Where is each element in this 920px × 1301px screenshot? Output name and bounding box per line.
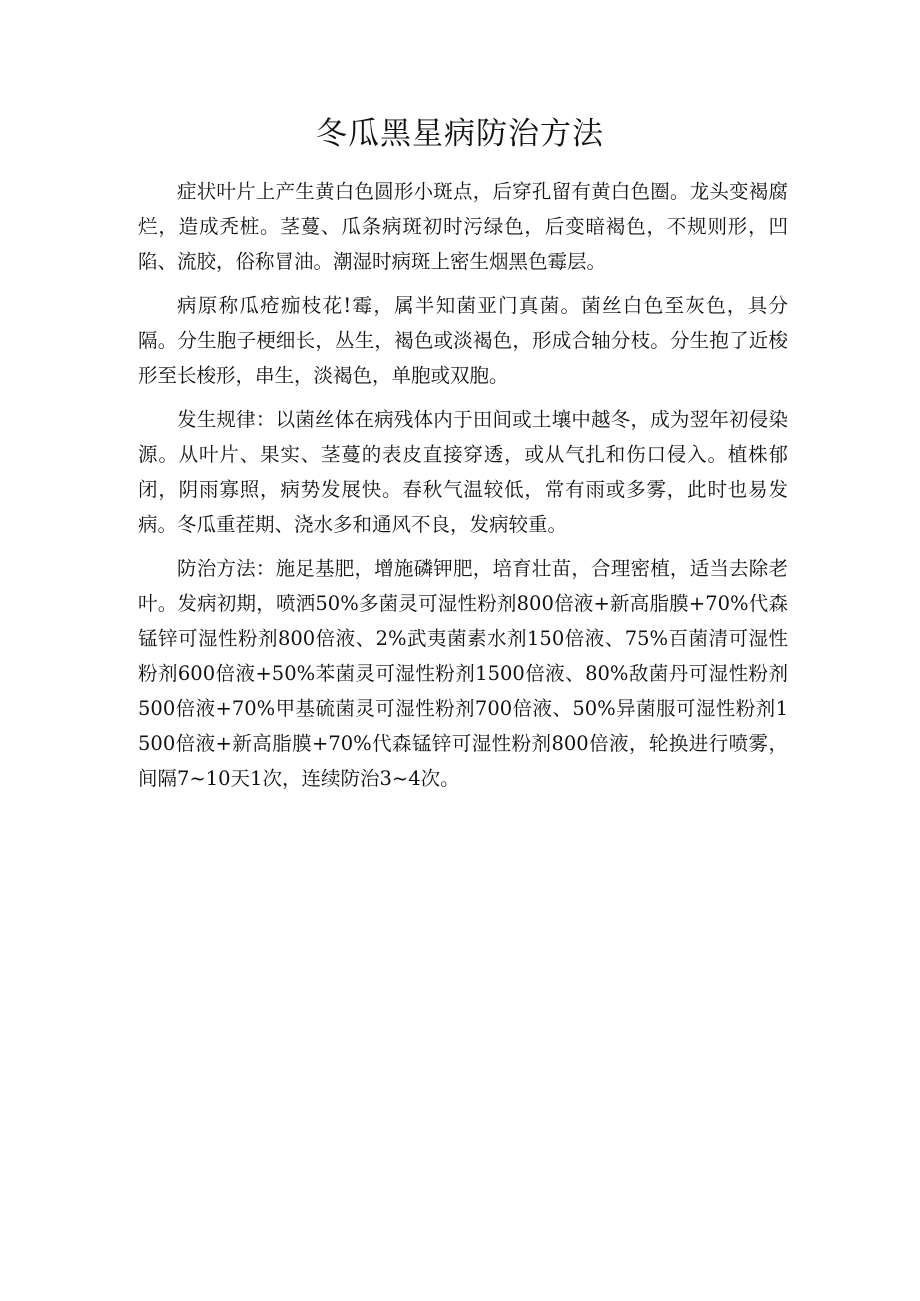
document-title: 冬瓜黑星病防治方法 [316,116,604,152]
paragraph-pathogen: 病原称瓜疮痂枝花!霉，属半知菌亚门真菌。菌丝白色至灰色，具分隔。分生胞子梗细长，丛生，褐色或淡褐色，形成合轴分枝。分生抱了近梭形至长梭形，串生，淡褐色，单胞或双胞。 [138,294,788,387]
paragraph-symptoms: 症状叶片上产生黄白色圆形小斑点，后穿孔留有黄白色圈。龙头变褐腐烂，造成秃桩。茎蔓、瓜条病斑初时污绿色，后变暗褐色，不规则形，凹陷、流胶，俗称冒油。潮湿时病斑上密生烟黑色霉层。 [138,180,788,273]
paragraph-control-methods: 防治方法：施足基肥，增施磷钾肥，培育壮苗，合理密植，适当去除老叶。发病初期，喷洒50%多菌灵可湿性粉剂800倍液+新高脂膜+70%代森锰锌可湿性粉剂800倍液、2%武夷菌素水剂150倍液、75%百菌清可湿性粉剂600倍液+50%苯菌灵可湿性粉剂1500倍液、80%敌菌丹可湿性粉剂500倍液+70%甲基硫菌灵可湿性粉剂700倍液、50%异菌服可湿性粉剂1500倍液+新高脂膜+70%代森锰锌可湿性粉剂800倍液，轮换进行喷雾，间隔7~10天1次，连续防治3~4次。 [138,557,788,790]
document-body [138,174,788,805]
paragraph-occurrence-pattern: 发生规律：以菌丝体在病残体内于田间或土壤中越冬，成为翌年初侵染源。从叶片、果实、茎蔓的表皮直接穿透，或从气扎和伤口侵入。植株郁闭，阴雨寡照，病势发展快。春秋气温较低，常有雨或多雾，此时也易发病。冬瓜重茬期、浇水多和通风不良，发病较重。 [138,408,788,536]
